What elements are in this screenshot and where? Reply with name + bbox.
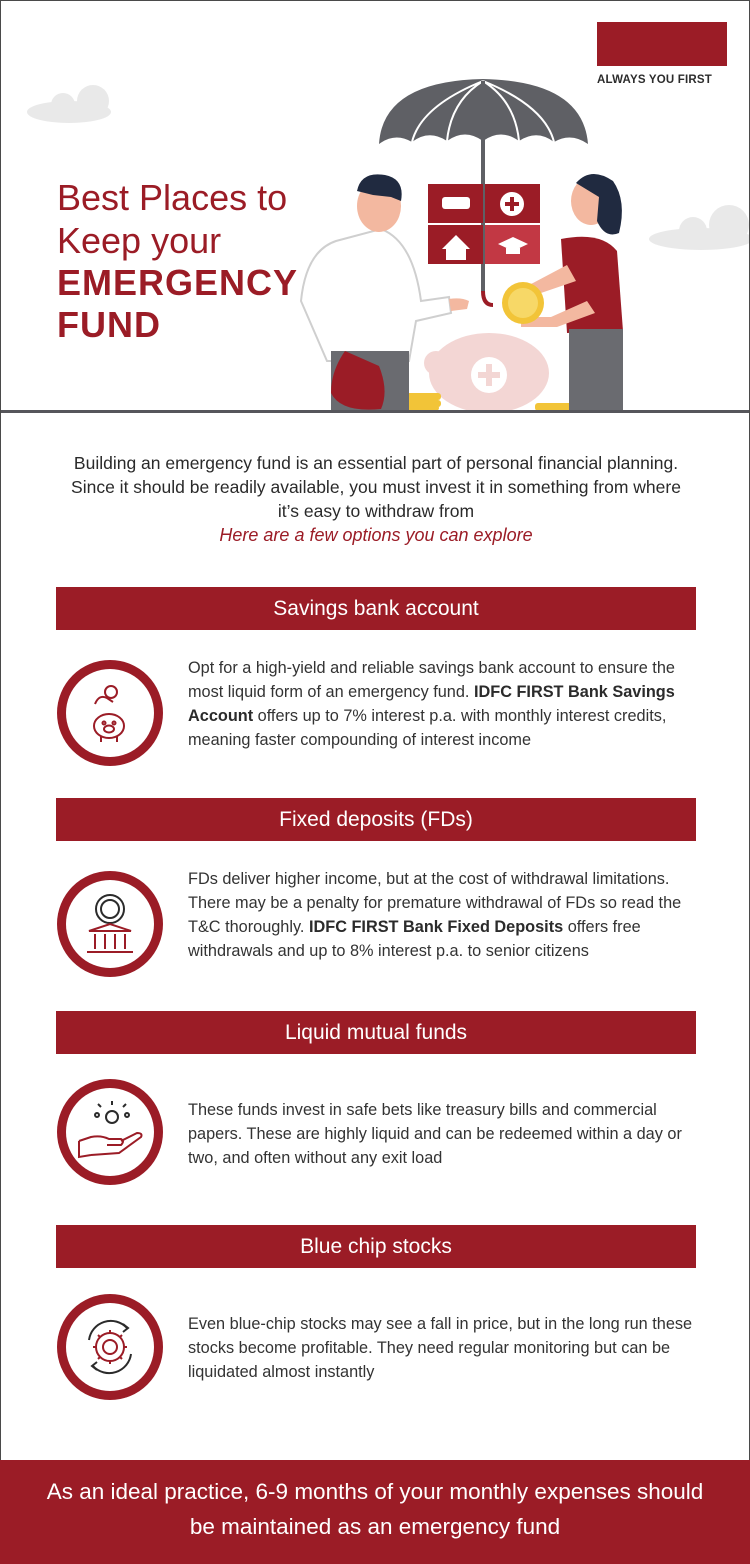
title-line-1: Best Places to	[57, 177, 288, 218]
section-text-savings: Opt for a high-yield and reliable savings bank account to ensure the most liquid form of an emergency fund. IDFC FIRST Bank Savings Account offers up to 7% interest p.a. with monthly interest credits, meaning faster compounding of interest income	[188, 659, 675, 749]
section-icon-fd	[57, 871, 163, 977]
bank-coin-icon	[57, 871, 163, 977]
title-line-2: Keep your	[57, 220, 222, 261]
section-heading-fd: Fixed deposits (FDs)	[56, 798, 696, 841]
piggy-bank-coin-icon	[57, 660, 163, 766]
footer-text: As an ideal practice, 6-9 months of your monthly expenses should be maintained as an emergency fund	[46, 1479, 704, 1539]
page-title	[57, 176, 327, 346]
title-line-3: EMERGENCY	[57, 262, 299, 303]
hand-coins-icon	[57, 1079, 163, 1185]
cloud-left-icon	[27, 85, 111, 123]
section-heading-savings: Savings bank account	[56, 587, 696, 630]
hero-section	[1, 1, 749, 411]
intro-paragraph: Building an emergency fund is an essential part of personal financial planning. Since it should be readily available, you must invest it in something from where it’s easy to withdraw from	[71, 453, 681, 521]
section-text-fd: FDs deliver higher income, but at the cost of withdrawal limitations. There may be a penalty for premature withdrawal of FDs so read the T&C thoroughly. IDFC FIRST Bank Fixed Deposits offers free withdrawals and up to 8% interest p.a. to senior citizens	[188, 870, 682, 960]
title-line-4: FUND	[57, 304, 161, 345]
section-icon-mutual-funds	[57, 1079, 163, 1185]
brand-tagline: ALWAYS YOU FIRST	[597, 74, 713, 86]
chip-cycle-icon	[57, 1294, 163, 1400]
piggy-bank-icon	[424, 333, 549, 411]
section-text-stocks: Even blue-chip stocks may see a fall in price, but in the long run these stocks become profitable. They need regular monitoring but can be liquidated almost instantly	[188, 1315, 693, 1381]
section-icon-stocks	[57, 1294, 163, 1400]
section-heading-mutual-funds: Liquid mutual funds	[56, 1011, 696, 1054]
intro-subtext: Here are a few options you can explore	[219, 525, 533, 545]
section-text-mutual-funds: These funds invest in safe bets like treasury bills and commercial papers. These are highly liquid and can be redeemed within a day or two, and often without any exit load	[188, 1101, 682, 1167]
section-icon-savings	[57, 660, 163, 766]
brand-logo-block	[597, 22, 727, 66]
hero-divider	[1, 410, 749, 413]
cloud-right-icon	[649, 205, 749, 250]
section-heading-stocks: Blue chip stocks	[56, 1225, 696, 1268]
